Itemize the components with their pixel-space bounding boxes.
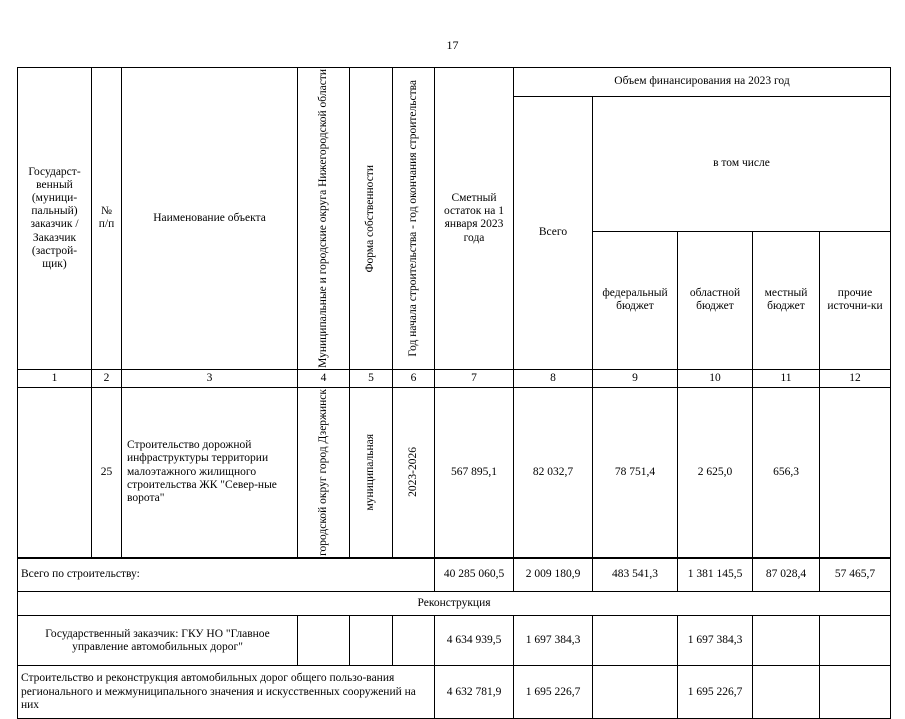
row25-years-text: 2023-2026 [406,447,419,498]
col-num-4: 4 [298,369,350,387]
total-construction-regional: 1 381 145,5 [678,558,753,592]
col-num-12: 12 [820,369,891,387]
col-num-1: 1 [18,369,92,387]
header-including: в том числе [593,97,891,232]
header-customer: Государст-венный (муници-пальный) заказчик / Заказчик (застрой-щик) [18,68,92,370]
row25-federal: 78 751,4 [593,387,678,557]
roads-estimate: 4 632 781,9 [435,666,514,719]
col-num-7: 7 [435,369,514,387]
customer-row [18,616,891,666]
col-num-3: 3 [122,369,298,387]
row25-estimate: 567 895,1 [435,387,514,557]
header-funding: Объем финансирования на 2023 год [514,68,891,97]
row25-regional: 2 625,0 [678,387,753,557]
customer-regional: 1 697 384,3 [678,616,753,666]
header-years [393,68,435,370]
row25-num: 25 [92,387,122,557]
total-construction-local: 87 028,4 [753,558,820,592]
col-num-8: 8 [514,369,593,387]
row25-other [820,387,891,557]
row25-total: 82 032,7 [514,387,593,557]
table-row [18,387,891,557]
col-num-6: 6 [393,369,435,387]
row25-name: Строительство дорожной инфраструктуры территории малоэтажного жилищного строительства ЖК "Север-ные ворота" [122,387,298,557]
customer-years [393,616,435,666]
header-local: местный бюджет [753,231,820,369]
customer-label: Государственный заказчик: ГКУ НО "Главное управление автомобильных дорог" [18,616,298,666]
roads-other [820,666,891,719]
row25-ownership-text: муниципальная [364,434,377,511]
col-num-10: 10 [678,369,753,387]
total-construction-label: Всего по строительству: [18,558,435,592]
customer-municipality [298,616,350,666]
col-num-5: 5 [350,369,393,387]
header-ownership-text: Форма собственности [364,164,377,273]
total-construction-estimate: 40 285 060,5 [435,558,514,592]
customer-total: 1 697 384,3 [514,616,593,666]
roads-total: 1 695 226,7 [514,666,593,719]
total-construction-row [18,558,891,592]
header-municipality-text: Муниципальные и городские округа Нижегородской области [316,69,329,368]
customer-estimate: 4 634 939,5 [435,616,514,666]
customer-local [753,616,820,666]
customer-ownership [350,616,393,666]
header-federal: федеральный бюджет [593,231,678,369]
roads-federal [593,666,678,719]
header-num: № п/п [92,68,122,370]
col-num-9: 9 [593,369,678,387]
col-num-2: 2 [92,369,122,387]
row25-ownership [350,387,393,557]
row25-municipality [298,387,350,557]
total-construction-federal: 483 541,3 [593,558,678,592]
section-reconstruction: Реконструкция [18,592,891,616]
page-number: 17 [446,38,459,52]
roads-local [753,666,820,719]
header-other: прочие источни-ки [820,231,891,369]
roads-row [18,666,891,719]
customer-other [820,616,891,666]
header-object-name: Наименование объекта [122,68,298,370]
header-estimate: Сметный остаток на 1 января 2023 года [435,68,514,370]
row25-years [393,387,435,557]
roads-regional: 1 695 226,7 [678,666,753,719]
total-construction-total: 2 009 180,9 [514,558,593,592]
header-municipality [298,68,350,370]
header-total: Всего [514,97,593,370]
header-regional: областной бюджет [678,231,753,369]
roads-label: Строительство и реконструкция автомобильных дорог общего пользо-вания регионального и межмуниципального значения и искусственных сооружений на них [18,666,435,719]
total-construction-other: 57 465,7 [820,558,891,592]
financing-table [17,67,891,719]
customer-federal [593,616,678,666]
col-num-11: 11 [753,369,820,387]
column-numbers-row [18,369,891,387]
row25-local: 656,3 [753,387,820,557]
header-years-text: Год начала строительства - год окончания строительства [406,80,419,357]
header-ownership [350,68,393,370]
row25-customer [18,387,92,557]
row25-municipality-text: городской округ город Дзержинск [316,388,329,556]
